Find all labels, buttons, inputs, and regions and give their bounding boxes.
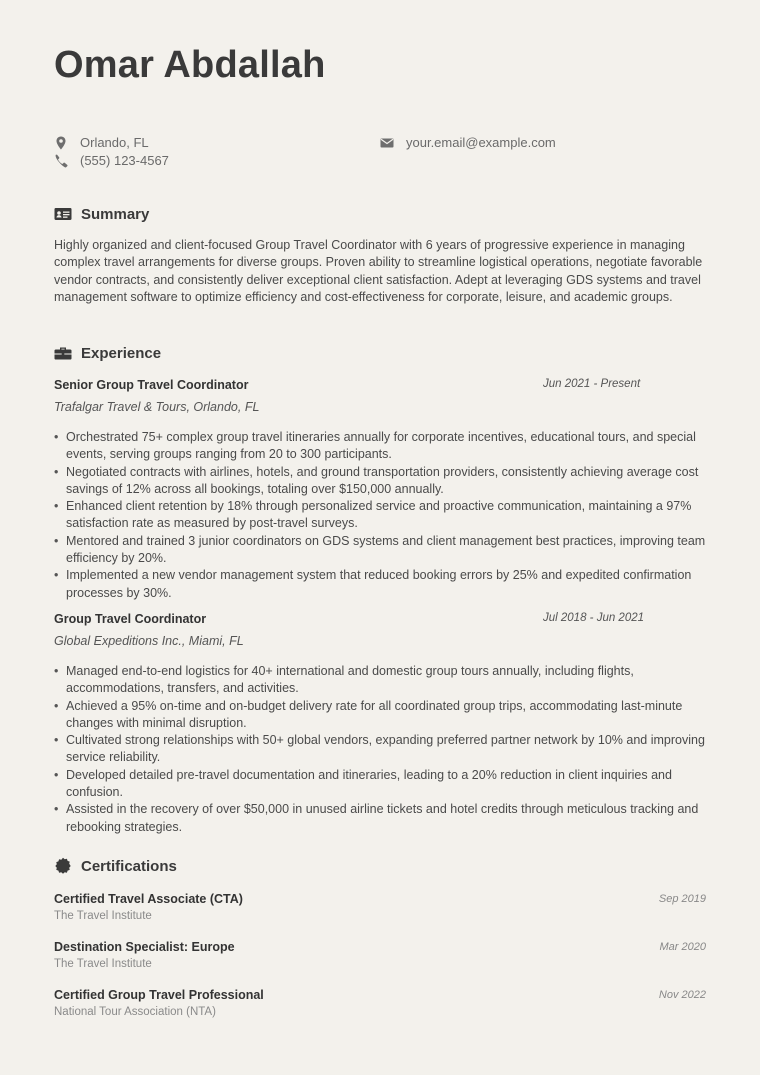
certifications-title: Certifications bbox=[81, 857, 177, 875]
contact-email bbox=[380, 135, 556, 150]
experience-heading bbox=[54, 344, 161, 362]
contact-phone bbox=[54, 153, 169, 168]
briefcase-icon bbox=[54, 344, 72, 362]
certification-date: Mar 2020 bbox=[659, 941, 706, 953]
certifications-heading bbox=[54, 857, 177, 875]
certification-date: Nov 2022 bbox=[658, 989, 706, 1001]
job-date: Jul 2018 - Jun 2021 bbox=[543, 612, 645, 624]
job-bullet: • Negotiated contracts with airlines, hotels, and ground transportation providers, consistently achieving average cost savings of 12% across all bookings, totaling over $150,000 annually. bbox=[54, 464, 706, 499]
job-bullet: • Cultivated strong relationships with 50+ global vendors, expanding preferred partner network by 10% and improving service reliability. bbox=[54, 732, 706, 767]
summary-heading bbox=[54, 205, 149, 223]
experience-title: Experience bbox=[81, 344, 162, 362]
job-bullet: • Enhanced client retention by 18% through personalized service and proactive communication, maintaining a 97% satisfaction rate as measured by post-travel surveys. bbox=[54, 498, 706, 533]
id-card-icon bbox=[54, 205, 72, 223]
candidate-name: Omar Abdallah bbox=[54, 44, 326, 86]
job-company: Trafalgar Travel & Tours, Orlando, FL bbox=[54, 400, 260, 414]
job-bullet: • Achieved a 95% on-time and on-budget delivery rate for all coordinated group trips, accommodating last-minute changes with minimal disruption. bbox=[54, 698, 706, 733]
envelope-icon bbox=[380, 136, 394, 150]
job-bullet: • Developed detailed pre-travel documentation and itineraries, leading to a 20% reduction in client inquiries and confusion. bbox=[54, 767, 706, 802]
certification-issuer: The Travel Institute bbox=[54, 910, 152, 922]
job-bullet: • Managed end-to-end logistics for 40+ international and domestic group tours annually, including flights, accommodations, transfers, and activities. bbox=[54, 663, 706, 698]
contact-location bbox=[54, 135, 149, 150]
certification-issuer: The Travel Institute bbox=[54, 958, 152, 970]
job-company: Global Expeditions Inc., Miami, FL bbox=[54, 634, 244, 648]
email-link[interactable]: your.email@example.com bbox=[406, 135, 556, 150]
job-date: Jun 2021 - Present bbox=[543, 378, 641, 390]
certification-name: Certified Travel Associate (CTA) bbox=[54, 892, 243, 906]
job-bullet: • Assisted in the recovery of over $50,000 in unused airline tickets and hotel credits through meticulous tracking and rebooking strategies. bbox=[54, 801, 706, 836]
certification-name: Destination Specialist: Europe bbox=[54, 940, 235, 954]
phone-icon bbox=[54, 154, 68, 168]
certification-date: Sep 2019 bbox=[658, 893, 706, 905]
badge-icon bbox=[54, 857, 72, 875]
job-title: Senior Group Travel Coordinator bbox=[54, 378, 249, 392]
summary-title: Summary bbox=[81, 205, 150, 223]
job-bullets bbox=[54, 663, 706, 836]
job-bullets bbox=[54, 429, 706, 602]
map-pin-icon bbox=[54, 136, 68, 150]
phone-text: (555) 123-4567 bbox=[80, 153, 169, 168]
job-bullet: • Mentored and trained 3 junior coordinators on GDS systems and client management best practices, improving team efficiency by 20%. bbox=[54, 533, 706, 568]
location-text: Orlando, FL bbox=[80, 135, 149, 150]
summary-text: Highly organized and client-focused Group Travel Coordinator with 6 years of progressive experience in managing complex travel arrangements for diverse groups. Proven ability to streamline logistical operations, negotiate favorable vendor contracts, and consistently deliver exceptional client satisfaction. Adept at leveraging GDS systems and travel management software to optimize efficiency and cost-effectiveness for corporate, leisure, and academic groups. bbox=[54, 238, 703, 304]
job-title: Group Travel Coordinator bbox=[54, 612, 207, 626]
job-bullet: • Implemented a new vendor management system that reduced booking errors by 25% and expedited confirmation processes by 30%. bbox=[54, 567, 706, 602]
certification-name: Certified Group Travel Professional bbox=[54, 988, 264, 1002]
certification-issuer: National Tour Association (NTA) bbox=[54, 1006, 216, 1018]
job-bullet: • Orchestrated 75+ complex group travel itineraries annually for corporate incentives, educational tours, and special events, serving groups ranging from 20 to 300 participants. bbox=[54, 429, 706, 464]
